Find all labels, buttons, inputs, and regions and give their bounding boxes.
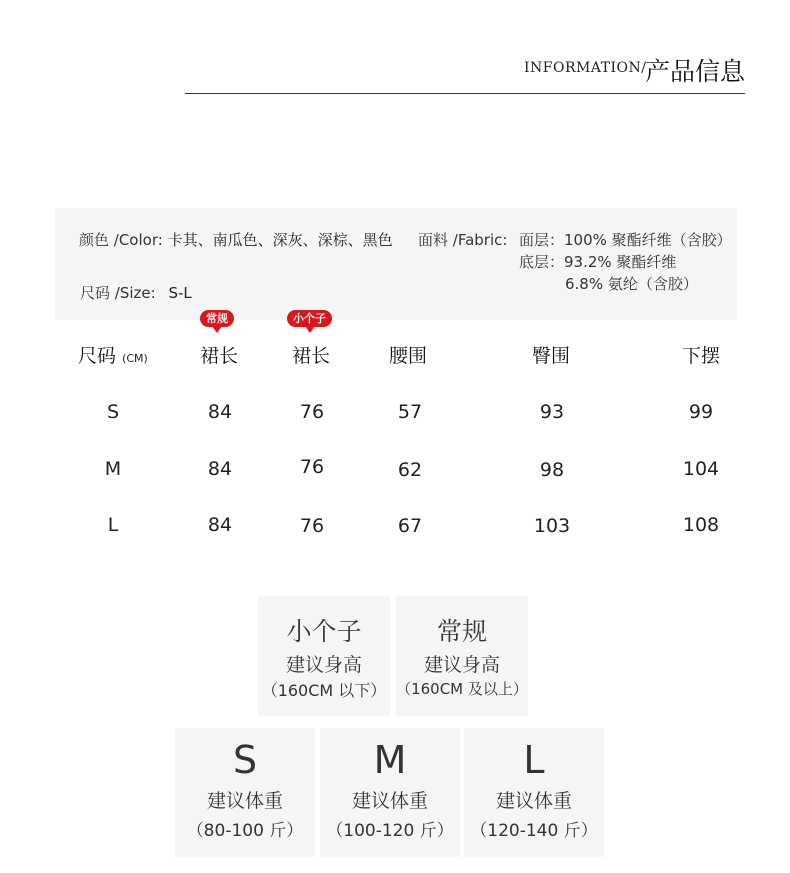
weight-rec-label: 建议体重	[351, 790, 428, 812]
table-cell: 99	[688, 401, 714, 423]
table-cell: 84	[207, 458, 233, 480]
weight-rec-range: （80-100 斤）	[186, 821, 304, 841]
header-hem: 下摆	[682, 345, 721, 367]
weight-rec-size: M	[373, 738, 407, 782]
weight-rec-range: （100-120 斤）	[326, 821, 454, 841]
table-cell: 67	[397, 515, 423, 537]
header-size	[78, 341, 148, 368]
header-title-en: INFORMATION/	[524, 60, 647, 76]
header-size-label: 尺码	[78, 345, 117, 367]
table-cell: 108	[682, 514, 720, 536]
weight-rec-m	[320, 728, 460, 857]
color-label: 颜色 /Color:	[79, 231, 163, 249]
fabric-line-3: 6.8% 氨纶（含胶）	[565, 275, 698, 293]
color-value: 卡其、南瓜色、深灰、深棕、黑色	[167, 231, 393, 249]
weight-rec-label: 建议体重	[206, 790, 283, 812]
header-skirt-length-petite: 裙长	[292, 345, 331, 367]
table-cell: 98	[539, 459, 565, 481]
weight-rec-size: L	[523, 738, 545, 782]
table-cell: 62	[397, 459, 423, 481]
height-rec-range: （160CM 及以上）	[396, 680, 528, 698]
size-value: S-L	[168, 284, 192, 302]
badge-regular: 常规	[200, 310, 234, 327]
fabric-line-1: 面层：100% 聚酯纤维（含胶）	[519, 231, 732, 249]
header-unit: (CM)	[122, 352, 148, 365]
weight-rec-s	[175, 728, 315, 857]
height-rec-regular	[396, 596, 528, 716]
color-info	[79, 229, 393, 250]
table-cell: 76	[299, 456, 325, 478]
table-cell: M	[104, 458, 122, 480]
height-rec-range: （160CM 以下）	[261, 681, 387, 700]
header-title-cn: 产品信息	[645, 57, 746, 86]
header-divider	[185, 93, 745, 94]
header-waist: 腰围	[389, 345, 428, 367]
table-cell: 104	[682, 458, 720, 480]
weight-rec-label: 建议体重	[495, 790, 572, 812]
table-cell: S	[106, 401, 120, 423]
fabric-label: 面料 /Fabric:	[418, 231, 508, 249]
table-cell: 84	[207, 401, 233, 423]
table-cell: 84	[207, 514, 233, 536]
header-hip: 臀围	[532, 345, 571, 367]
height-rec-label: 建议身高	[423, 654, 500, 676]
table-cell: 103	[533, 515, 571, 537]
table-cell: 57	[397, 401, 423, 423]
weight-rec-size: S	[232, 738, 258, 782]
size-label: 尺码 /Size:	[80, 284, 156, 302]
height-rec-title: 小个子	[286, 617, 362, 646]
table-cell: L	[107, 514, 119, 536]
table-cell: 76	[299, 401, 325, 423]
table-cell: 93	[539, 401, 565, 423]
table-cell: 76	[299, 515, 325, 537]
badge-petite: 小个子	[287, 310, 332, 327]
size-info	[80, 282, 192, 303]
header-skirt-length-regular: 裙长	[200, 345, 239, 367]
height-rec-label: 建议身高	[285, 654, 362, 676]
height-rec-title: 常规	[436, 617, 487, 646]
fabric-line-2: 底层：93.2% 聚酯纤维	[519, 253, 677, 271]
height-rec-petite	[258, 596, 390, 716]
weight-rec-l	[464, 728, 604, 857]
weight-rec-range: （120-140 斤）	[470, 821, 598, 841]
